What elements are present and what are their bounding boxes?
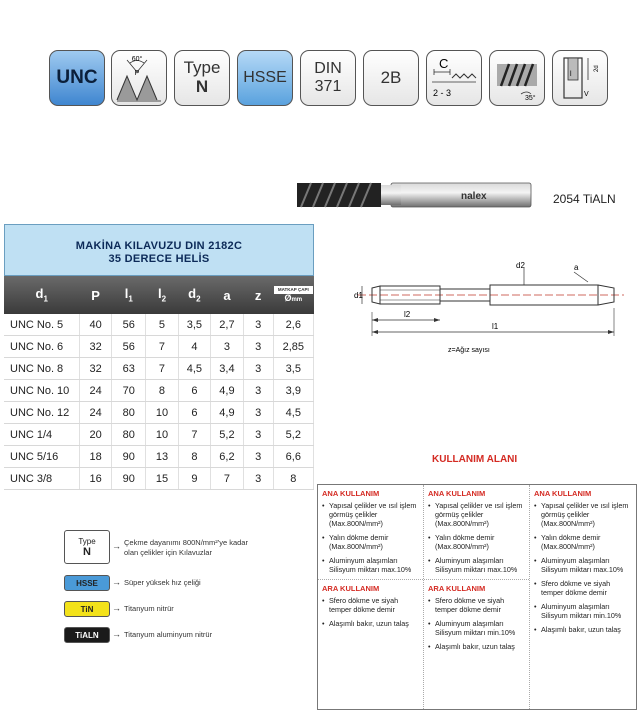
header-l1: $l_1$ (112, 276, 146, 314)
dim-letter-l: l (570, 71, 572, 78)
table-cell: UNC 5/16 (4, 446, 80, 468)
helix-angle-label: 35° (525, 95, 536, 102)
table-cell: 9 (178, 468, 211, 490)
table-row (4, 314, 314, 336)
table-cell: 63 (112, 358, 146, 380)
usage-item: • Yalın dökme demir (Max.800N/mm²) (428, 533, 525, 551)
chamfer-range: 2 - 3 (433, 88, 452, 98)
table-cell: 4,9 (211, 402, 244, 424)
table-cell: 24 (80, 380, 112, 402)
table-cell: 4 (178, 336, 211, 358)
table-cell: 7 (178, 424, 211, 446)
legend-type-n-box (64, 530, 110, 564)
thread-profile-icon (113, 52, 165, 104)
table-row (4, 424, 314, 446)
usage-item: • Aluminyum alaşımları Silisyum miktarı min.10% (534, 602, 632, 620)
table-cell: 90 (112, 446, 146, 468)
legend-arrow-icon: → (112, 577, 121, 587)
din-number: 371 (314, 78, 342, 95)
table-cell: 4,5 (273, 402, 313, 424)
unc-thread-icon (49, 50, 105, 106)
legend-type-label: Type (78, 536, 96, 546)
drill-diameter-label: MATKAP ÇAPI (274, 286, 312, 294)
type-value: N (195, 77, 209, 96)
type-n-icon (174, 50, 230, 106)
table-cell: 2,7 (211, 314, 244, 336)
table-cell: 3 (243, 314, 273, 336)
header-p: P (80, 276, 112, 314)
legend-type-value: N (83, 545, 91, 558)
table-row (4, 380, 314, 402)
usage-item: • Aluminyum alaşımları Silisyum miktarı max.10% (322, 556, 419, 574)
table-cell: 2,6 (273, 314, 313, 336)
legend-tialn-label: TiALN (75, 630, 99, 640)
header-d2: $d_2$ (178, 276, 211, 314)
tolerance-label: 2B (380, 67, 402, 87)
table-cell: 56 (112, 314, 146, 336)
table-title (4, 224, 314, 276)
table-cell: 3,5 (178, 314, 211, 336)
usage-item: • Yapısal çelikler ve ısıl işlem görmüş çelikler (Max.800N/mm²) (322, 501, 419, 528)
table-row (4, 358, 314, 380)
legend-tialn-text: Titanyum aluminyum nitrür (124, 630, 213, 639)
header-drill-diameter: MATKAP ÇAPI Ømm (273, 276, 313, 314)
drill-diameter-unit: mm (291, 297, 303, 303)
usage-heading-secondary: ARA KULLANIM (322, 584, 380, 593)
legend-hsse-text: Süper yüksek hız çeliği (124, 578, 201, 587)
tap-technical-drawing (352, 258, 634, 358)
dim-value: 2d (594, 65, 600, 72)
table-row (4, 336, 314, 358)
table-cell: 6,2 (211, 446, 244, 468)
table-cell: 3 (243, 402, 273, 424)
label-a: a (574, 263, 579, 272)
table-cell: 70 (112, 380, 146, 402)
usage-item: • Yapısal çelikler ve ısıl işlem görmüş çelikler (Max.800N/mm²) (534, 501, 632, 528)
legend-arrow-icon: → (112, 603, 121, 613)
type-label: Type (183, 58, 221, 78)
usage-column-1 (318, 485, 424, 709)
table-cell: 15 (146, 468, 178, 490)
table-cell: 2,85 (273, 336, 313, 358)
table-cell: 10 (146, 424, 178, 446)
table-cell: 8 (273, 468, 313, 490)
usage-item: • Yalın dökme demir (Max.800N/mm²) (534, 533, 632, 551)
table-cell: 7 (146, 358, 178, 380)
table-cell: 3,9 (273, 380, 313, 402)
thread-angle-icon (111, 50, 167, 106)
shank-dimension-icon (552, 50, 608, 106)
chamfer-letter: C (439, 56, 449, 71)
spiral-flute-icon (491, 52, 543, 104)
table-cell: 3 (243, 424, 273, 446)
table-cell: 5,2 (211, 424, 244, 446)
header-z: z (243, 276, 273, 314)
table-cell: 6 (178, 380, 211, 402)
dim-letter-v: V (584, 91, 589, 98)
table-cell: 8 (146, 380, 178, 402)
label-d1: d1 (354, 291, 363, 300)
legend-tialn-box (64, 627, 110, 643)
table-cell: 3 (211, 336, 244, 358)
drawing-caption: z=Ağız sayısı (448, 347, 490, 354)
usage-heading-main: ANA KULLANIM (322, 489, 380, 498)
usage-item: • Yapısal çelikler ve ısıl işlem görmüş çelikler (Max.800N/mm²) (428, 501, 525, 528)
table-cell: 3 (243, 446, 273, 468)
table-row (4, 402, 314, 424)
legend-type-text: Çekme dayanımı 800N/mm²'ye kadar olan çelikler için Kılavuzlar (124, 538, 248, 557)
pitch-label: P (134, 70, 140, 77)
table-cell: 90 (112, 468, 146, 490)
din-standard-icon (300, 50, 356, 106)
usage-item: • Aluminyum alaşımları Silisyum miktarı min.10% (428, 619, 525, 637)
table-cell: 3,5 (273, 358, 313, 380)
header-d1: $d_1$ (4, 276, 80, 314)
table-cell: 3 (243, 380, 273, 402)
table-cell: UNC No. 5 (4, 314, 80, 336)
label-l1: l1 (492, 322, 499, 331)
chamfer-icon (426, 50, 482, 106)
table-cell: 6,6 (273, 446, 313, 468)
usage-item: • Alaşımlı bakır, uzun talaş (322, 619, 419, 628)
spec-table (4, 276, 314, 490)
table-row (4, 468, 314, 490)
tolerance-icon (363, 50, 419, 106)
usage-item: • Sfero dökme ve siyah temper dökme demir (322, 596, 419, 614)
table-cell: UNC No. 8 (4, 358, 80, 380)
shank-profile-icon (554, 52, 606, 104)
legend-arrow-icon: → (112, 541, 121, 551)
legend-tin-label: TiN (80, 604, 94, 614)
unc-label: UNC (56, 66, 98, 88)
usage-item: • Alaşımlı bakır, uzun talaş (534, 625, 632, 634)
table-cell: 5 (146, 314, 178, 336)
table-cell: UNC No. 12 (4, 402, 80, 424)
table-cell: 10 (146, 402, 178, 424)
table-cell: 16 (80, 468, 112, 490)
usage-heading-main: ANA KULLANIM (534, 489, 592, 498)
label-l2: l2 (404, 310, 411, 319)
header-a: a (211, 276, 244, 314)
table-header-row (4, 276, 314, 314)
usage-column-2 (424, 485, 530, 709)
usage-item: • Aluminyum alaşımları Silisyum miktarı max.10% (428, 556, 525, 574)
tap-photo-svg (281, 163, 539, 215)
product-code: 2054 TiALN (553, 192, 616, 206)
hsse-label: HSSE (243, 69, 287, 87)
table-cell: 5,2 (273, 424, 313, 446)
legend-arrow-icon: → (112, 629, 121, 639)
legend-hsse-label: HSSE (76, 578, 98, 588)
table-cell: 18 (80, 446, 112, 468)
usage-item: • Sfero dökme ve siyah temper dökme demir (534, 579, 632, 597)
table-cell: 3 (243, 336, 273, 358)
legend-tin-box (64, 601, 110, 617)
usage-item: • Alaşımlı bakır, uzun talaş (428, 642, 525, 651)
din-label: DIN (314, 60, 342, 78)
table-cell: 32 (80, 336, 112, 358)
table-cell: 20 (80, 424, 112, 446)
table-row (4, 446, 314, 468)
legend-tin-text: Titanyum nitrür (124, 604, 174, 613)
usage-item: • Yalın dökme demir (Max.800N/mm²) (322, 533, 419, 551)
table-cell: 4,9 (211, 380, 244, 402)
usage-item: • Aluminyum alaşımları Silisyum miktarı max.10% (534, 556, 632, 574)
table-cell: 80 (112, 424, 146, 446)
table-cell: UNC No. 6 (4, 336, 80, 358)
chamfer-profile-icon (428, 52, 480, 104)
table-cell: 8 (178, 446, 211, 468)
table-cell: 6 (178, 402, 211, 424)
table-cell: UNC 3/8 (4, 468, 80, 490)
usage-heading-secondary: ARA KULLANIM (428, 584, 486, 593)
usage-column-3 (530, 485, 636, 709)
table-cell: 24 (80, 402, 112, 424)
table-cell: 32 (80, 358, 112, 380)
drawing-svg (352, 258, 634, 358)
table-cell: 7 (211, 468, 244, 490)
brand-engraving: nalex (461, 191, 487, 202)
helix-angle-icon (489, 50, 545, 106)
table-cell: 4,5 (178, 358, 211, 380)
angle-label: 60° (131, 56, 143, 63)
table-cell: 13 (146, 446, 178, 468)
header-l2: $l_2$ (146, 276, 178, 314)
legend-hsse-box (64, 575, 110, 591)
tap-product-image (281, 163, 539, 215)
table-cell: 40 (80, 314, 112, 336)
usage-item: • Sfero dökme ve siyah temper dökme demir (428, 596, 525, 614)
usage-table (317, 484, 637, 710)
usage-heading-main: ANA KULLANIM (428, 489, 486, 498)
table-cell: UNC No. 10 (4, 380, 80, 402)
table-cell: UNC 1/4 (4, 424, 80, 446)
table-cell: 80 (112, 402, 146, 424)
table-title-line2: 35 DERECE HELİS (108, 253, 210, 265)
table-cell: 56 (112, 336, 146, 358)
table-cell: 7 (146, 336, 178, 358)
table-title-line1: MAKİNA KILAVUZU DIN 2182C (75, 240, 243, 252)
table-cell: 3,4 (211, 358, 244, 380)
label-d2: d2 (516, 261, 525, 270)
table-cell: 3 (243, 358, 273, 380)
usage-title: KULLANIM ALANI (432, 454, 518, 465)
hsse-material-icon (237, 50, 293, 106)
table-cell: 3 (243, 468, 273, 490)
